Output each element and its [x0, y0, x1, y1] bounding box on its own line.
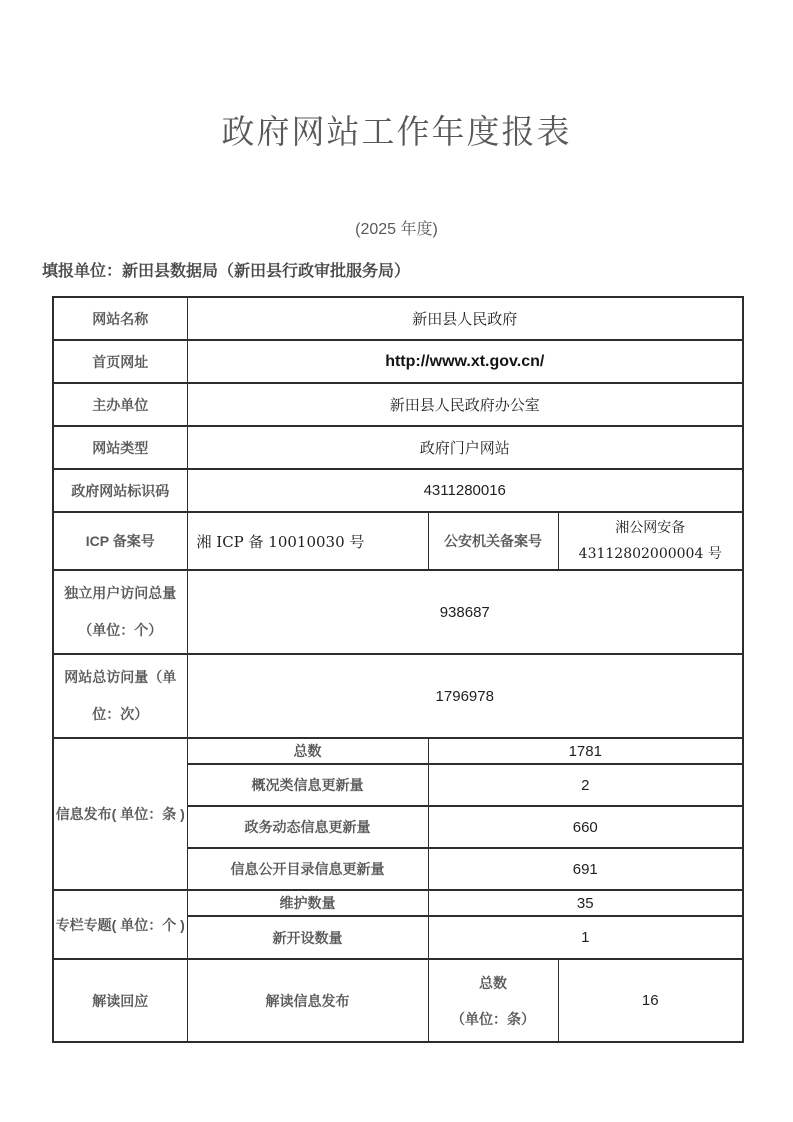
gov-news-update-label: 政务动态信息更新量: [187, 806, 428, 848]
info-publish-label: 信息发布( 单位：条 ): [53, 738, 187, 890]
interpretation-total-label-line1: 总数: [479, 974, 507, 991]
interpretation-label: 解读回应: [53, 959, 187, 1042]
table-row: [53, 512, 743, 570]
site-type-value: 政府门户网站: [187, 426, 743, 469]
table-row: [53, 890, 743, 916]
unique-visitors-label: 独立用户访问总量（单位：个）: [53, 570, 187, 654]
home-url-label: 首页网址: [53, 340, 187, 383]
organizer-label: 主办单位: [53, 383, 187, 426]
overview-update-label: 概况类信息更新量: [187, 764, 428, 806]
open-directory-update-label: 信息公开目录信息更新量: [187, 848, 428, 890]
maintained-count-label: 维护数量: [187, 890, 428, 916]
page-title: 政府网站工作年度报表: [221, 113, 572, 150]
site-code-value: 4311280016: [187, 469, 743, 512]
info-publish-total-value: 1781: [428, 738, 743, 764]
newly-opened-count-value: 1: [428, 916, 743, 959]
interpretation-total-label: [428, 959, 558, 1042]
report-year: (2025 年度): [355, 221, 438, 238]
police-record-value: [558, 512, 743, 570]
total-visits-value: 1796978: [187, 654, 743, 738]
table-row: [53, 959, 743, 1042]
annual-report-table: [52, 296, 744, 1043]
table-row: [53, 654, 743, 738]
overview-update-value: 2: [428, 764, 743, 806]
table-row: [53, 738, 743, 764]
maintained-count-value: 35: [428, 890, 743, 916]
open-directory-update-value: 691: [428, 848, 743, 890]
icp-label: ICP 备案号: [53, 512, 187, 570]
info-publish-total-label: 总数: [187, 738, 428, 764]
reporting-unit: 填报单位：新田县数据局（新田县行政审批服务局）: [42, 263, 411, 280]
site-name-label: 网站名称: [53, 297, 187, 340]
home-url-value: http://www.xt.gov.cn/: [187, 340, 743, 383]
newly-opened-count-label: 新开设数量: [187, 916, 428, 959]
table-row: [53, 297, 743, 340]
police-record-value-line2: 43112802000004 号: [578, 546, 722, 562]
interpretation-publish-label: 解读信息发布: [187, 959, 428, 1042]
interpretation-total-value: 16: [558, 959, 743, 1042]
site-type-label: 网站类型: [53, 426, 187, 469]
interpretation-total-label-line2: （单位：条）: [451, 1010, 535, 1027]
table-row: [53, 469, 743, 512]
site-code-label: 政府网站标识码: [53, 469, 187, 512]
table-row: [53, 426, 743, 469]
icp-value: 湘 ICP 备 10010030 号: [187, 512, 428, 570]
special-columns-label: 专栏专题( 单位：个 ): [53, 890, 187, 959]
unique-visitors-value: 938687: [187, 570, 743, 654]
total-visits-label: 网站总访问量（单位：次）: [53, 654, 187, 738]
police-record-label: 公安机关备案号: [428, 512, 558, 570]
gov-news-update-value: 660: [428, 806, 743, 848]
site-name-value: 新田县人民政府: [187, 297, 743, 340]
police-record-value-line1: 湘公网安备: [615, 520, 686, 536]
table-row: [53, 570, 743, 654]
table-row: [53, 340, 743, 383]
organizer-value: 新田县人民政府办公室: [187, 383, 743, 426]
table-row: [53, 383, 743, 426]
